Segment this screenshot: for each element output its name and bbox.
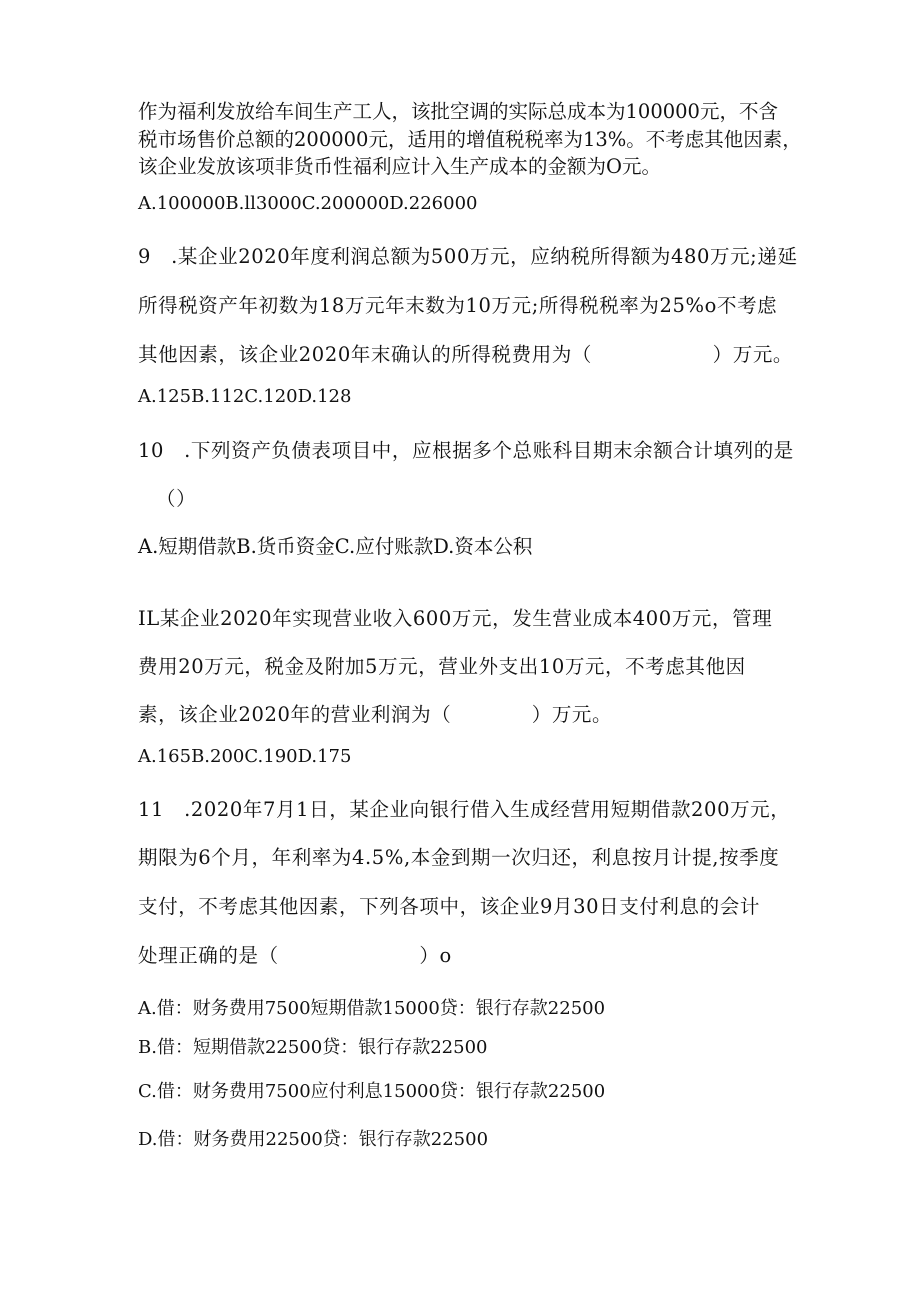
q11b-line-1: 11 .2020年7月1日，某企业向银行借入生成经营用短期借款200万元， [138, 798, 791, 821]
q8-options: A.100000B.ll3000C.200000D.226000 [138, 193, 478, 214]
q11b-option-d: D.借：财务费用22500贷：银行存款22500 [138, 1129, 489, 1150]
q9-line-3: 其他因素，该企业2020年末确认的所得税费用为（ ）万元。 [138, 343, 794, 366]
q11b-line-4: 处理正确的是（ ）o [138, 944, 452, 967]
q11b-line-2: 期限为6个月，年利率为4.5%,本金到期一次归还，利息按月计提,按季度 [138, 846, 780, 869]
q8-line-1: 作为福利发放给车间生产工人，该批空调的实际总成本为100000元，不含 [138, 100, 778, 123]
q11b-line-3: 支付，不考虑其他因素，下列各项中，该企业9月30日支付利息的会计 [138, 895, 760, 918]
q8-line-2: 税市场售价总额的200000元，适用的增值税税率为13%。不考虑其他因素， [138, 128, 802, 151]
q11a-line-1: IL某企业2020年实现营业收入600万元，发生营业成本400万元，管理 [138, 607, 773, 630]
q11b-option-b: B.借：短期借款22500贷：银行存款22500 [138, 1037, 488, 1058]
q8-line-3: 该企业发放该项非货币性福利应计入生产成本的金额为O元。 [138, 155, 661, 178]
q9-line-2: 所得税资产年初数为18万元年末数为10万元;所得税税率为25%o不考虑 [138, 294, 778, 317]
q9-line-1: 9 .某企业2020年度利润总额为500万元，应纳税所得额为480万元;递延 [138, 245, 798, 268]
q11b-option-a: A.借：财务费用7500短期借款15000贷：银行存款22500 [138, 998, 606, 1019]
q10-line-2: （） [156, 487, 197, 510]
q10-line-1: 10 .下列资产负债表项目中，应根据多个总账科目期末余额合计填列的是 [138, 439, 794, 462]
q11a-options: A.165B.200C.190D.175 [138, 746, 352, 767]
q10-options: A.短期借款B.货币资金C.应付账款D.资本公积 [138, 535, 533, 558]
q9-options: A.125B.112C.120D.128 [138, 386, 352, 407]
q11a-line-3: 素，该企业2020年的营业利润为（ ）万元。 [138, 703, 613, 726]
q11a-line-2: 费用20万元，税金及附加5万元，营业外支出10万元，不考虑其他因 [138, 655, 746, 678]
q11b-option-c: C.借：财务费用7500应付利息15000贷：银行存款22500 [138, 1081, 606, 1102]
